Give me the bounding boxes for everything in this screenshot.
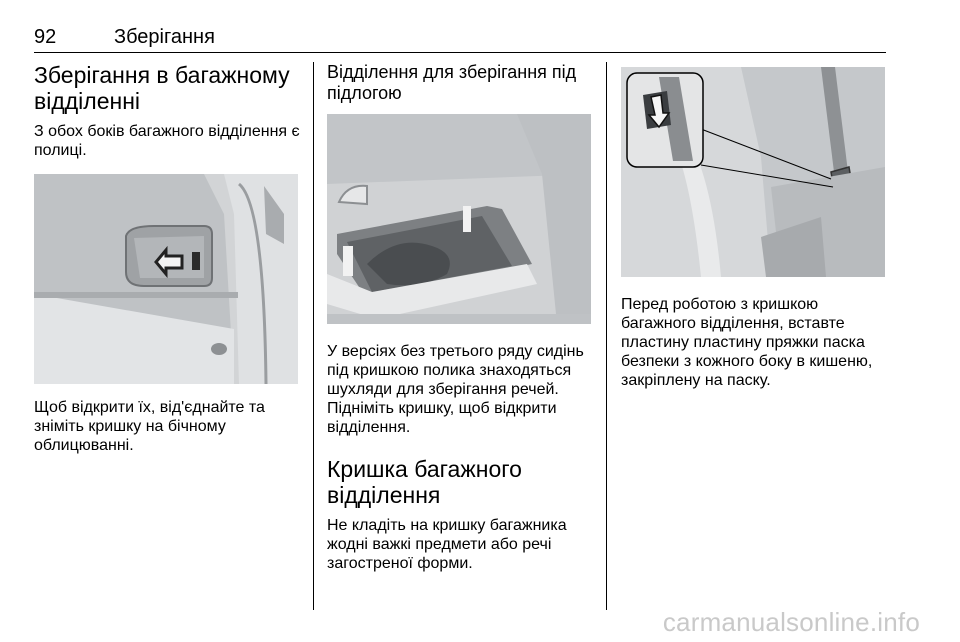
seat-belt-paragraph: Перед роботою з кришкою багажного відділення, вставте пластину пластину пряжки паска безпеки з кожного боку в кишеню, закріплену на паску. (621, 296, 873, 389)
page-header (34, 26, 886, 53)
column-right (621, 62, 886, 390)
side-panel-cover-illustration (34, 174, 298, 384)
underfloor-storage-illustration (327, 114, 591, 324)
heading-trunk-cover: Кришка багажного відділення (327, 456, 522, 508)
column-left (34, 62, 300, 455)
underfloor-paragraph: У версіях без третього ряду сидінь під кришкою полика знаходяться шухляди для зберігання речей. Підніміть кришку, щоб відкрити відділення. (327, 343, 584, 436)
intro-paragraph: З обох боків багажного відділення є полиці. (34, 123, 300, 159)
page-number: 92 (34, 26, 57, 48)
column-middle (327, 62, 593, 573)
heading-underfloor-storage: Відділення для зберігання під підлогою (327, 62, 577, 103)
column-divider-2 (606, 62, 607, 610)
open-cover-caption: Щоб відкрити їх, від'єднайте та зніміть кришку на бічному облицюванні. (34, 399, 265, 454)
section-title: Зберігання (114, 26, 215, 48)
seat-belt-buckle-illustration (621, 67, 885, 277)
watermark-text: carmanualsonline.info (662, 607, 920, 637)
column-divider-1 (313, 62, 314, 610)
trunk-cover-paragraph: Не кладіть на кришку багажника жодні важкі предмети або речі загостреної форми. (327, 517, 567, 572)
heading-trunk-storage: Зберігання в багажному відділенні (34, 62, 290, 114)
